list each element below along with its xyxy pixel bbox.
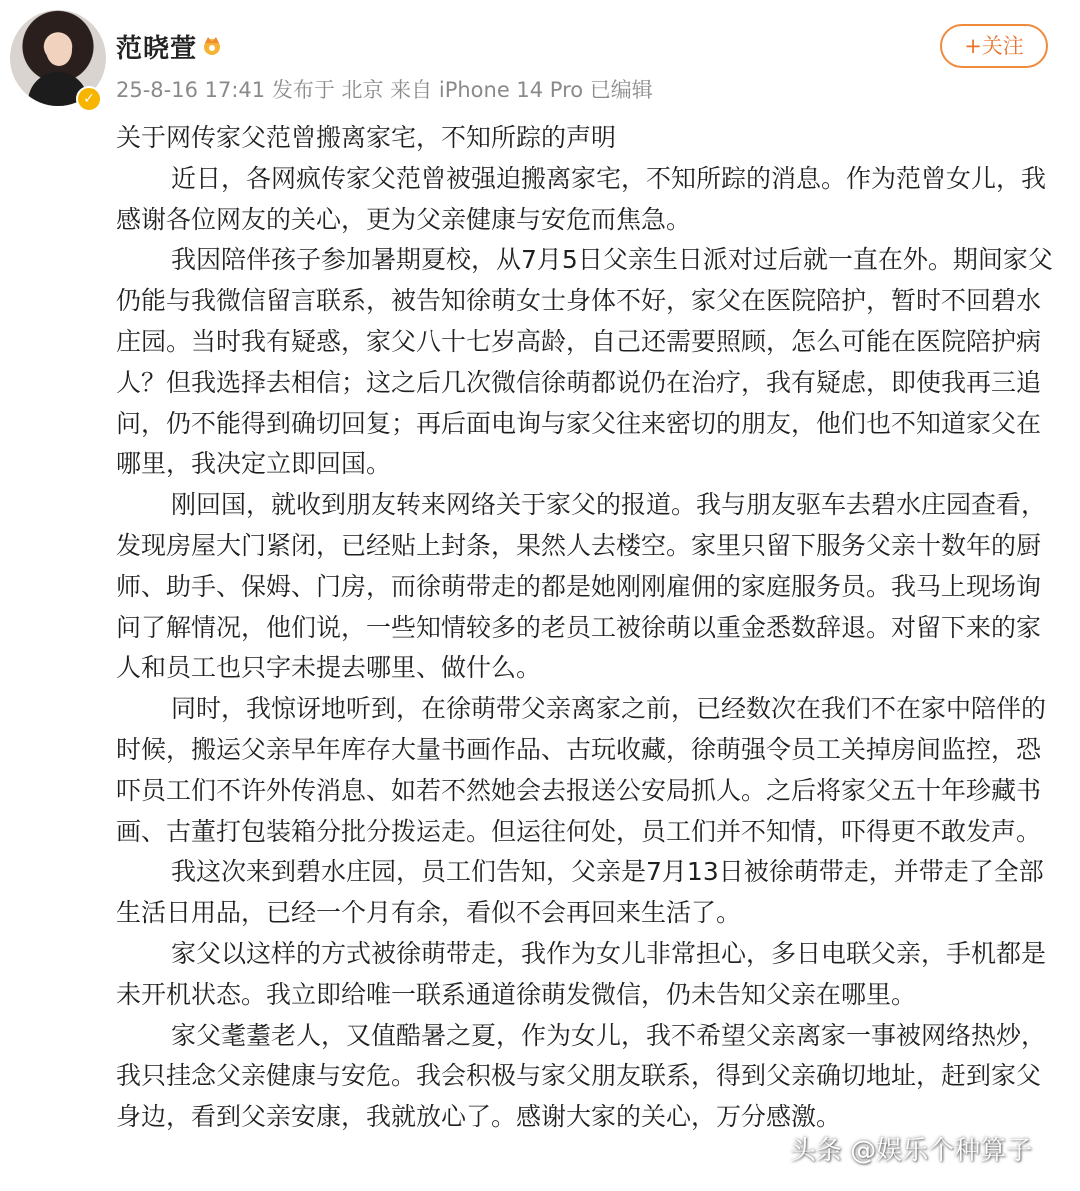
follow-button[interactable]: +关注 bbox=[940, 24, 1048, 68]
author-name[interactable]: 范晓萱 bbox=[116, 34, 198, 64]
post-paragraph: 近日，各网疯传家父范曾被强迫搬离家宅，不知所踪的消息。作为范曾女儿，我感谢各位网友的关心，更为父亲健康与安危而焦急。 bbox=[116, 163, 1047, 234]
verified-badge-icon: ✓ bbox=[76, 86, 102, 112]
post-paragraph: 我这次来到碧水庄园，员工们告知，父亲是7月13日被徐萌带走，并带走了全部生活日用品，已经一个月有余，看似不会再回来生活了。 bbox=[116, 857, 1044, 928]
post-paragraph: 家父以这样的方式被徐萌带走，我作为女儿非常担心，多日电联父亲，手机都是未开机状态。我立即给唯一联系通道徐萌发微信，仍未告知父亲在哪里。 bbox=[116, 938, 1047, 1009]
post-header bbox=[0, 0, 1080, 118]
avatar-face bbox=[46, 34, 72, 66]
post-paragraph: 家父耄耋老人，又值酷暑之夏，作为女儿，我不希望父亲离家一事被网络热炒，我只挂念父亲健康与安危。我会积极与家父朋友联系，得到父亲确切地址，赶到家父身边，看到父亲安康，我就放心了。感谢大家的关心，万分感激。 bbox=[116, 1020, 1047, 1132]
watermark: 头条 @娱乐个种算子 bbox=[790, 1136, 1033, 1166]
post-body bbox=[116, 118, 1056, 1138]
post-paragraph: 刚回国，就收到朋友转来网络关于家父的报道。我与朋友驱车去碧水庄园查看，发现房屋大门紧闭，已经贴上封条，果然人去楼空。家里只留下服务父亲十数年的厨师、助手、保姆、门房，而徐萌带走的都是她刚刚雇佣的家庭服务员。我马上现场询问了解情况，他们说，一些知情较多的老员工被徐萌以重金悉数辞退。对留下来的家人和员工也只字未提去哪里、做什么。 bbox=[116, 490, 1047, 683]
post-paragraph: 我因陪伴孩子参加暑期夏校，从7月5日父亲生日派对过后就一直在外。期间家父仍能与我微信留言联系，被告知徐萌女士身体不好，家父在医院陪护，暂时不回碧水庄园。当时我有疑惑，家父八十七岁高龄，自己还需要照顾，怎么可能在医院陪护病人？但我选择去相信；这之后几次微信徐萌都说仍在治疗，我有疑虑，即使我再三追问，仍不能得到确切回复；再后面电询与家父往来密切的朋友，他们也不知道家父在哪里，我决定立即回国。 bbox=[116, 245, 1053, 479]
crown-icon bbox=[200, 34, 224, 56]
post-meta: 25-8-16 17:41 发布于 北京 来自 iPhone 14 Pro 已编辑 bbox=[116, 78, 653, 102]
post-paragraph: 同时，我惊讶地听到，在徐萌带父亲离家之前，已经数次在我们不在家中陪伴的时候，搬运父亲早年库存大量书画作品、古玩收藏，徐萌强令员工关掉房间监控，恐吓员工们不许外传消息、如若不然她会去报送公安局抓人。之后将家父五十年珍藏书画、古董打包装箱分批分拨运走。但运往何处，员工们并不知情，吓得更不敢发声。 bbox=[116, 694, 1047, 846]
post-title: 关于网传家父范曾搬离家宅，不知所踪的声明 bbox=[116, 123, 617, 152]
